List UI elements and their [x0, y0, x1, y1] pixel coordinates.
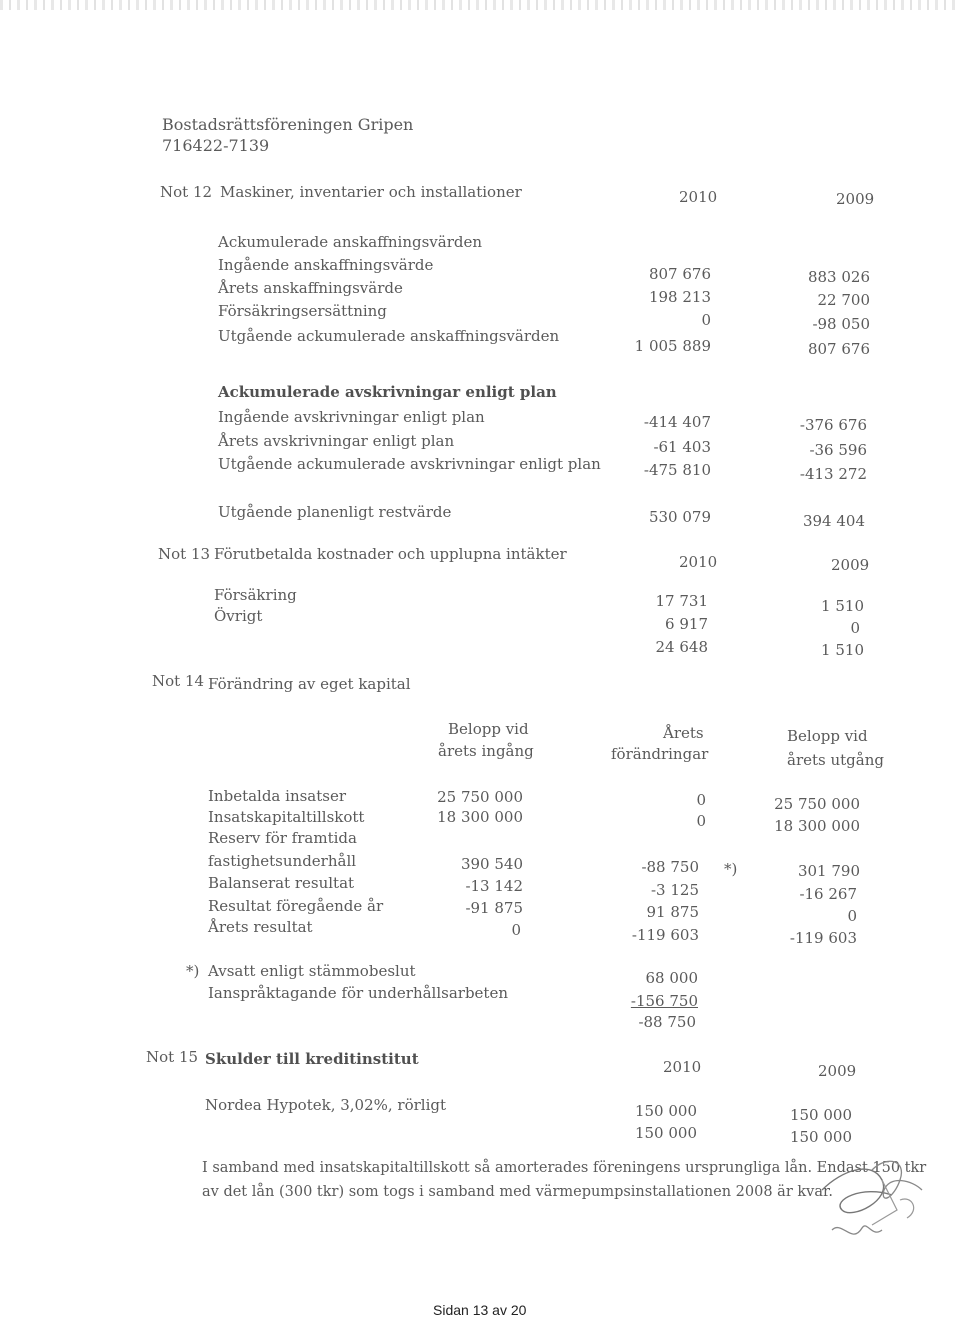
- note14-row-change: 0: [696, 812, 706, 830]
- note14-footnote-label: Avsatt enligt stämmobeslut: [208, 962, 416, 980]
- note15-row-label: Nordea Hypotek, 3,02%, rörligt: [205, 1096, 447, 1114]
- note14-footnote-value: 68 000: [645, 969, 698, 987]
- note12-title: Maskiner, inventarier och installationer: [220, 183, 522, 201]
- note12-row-value-2009: 22 700: [817, 291, 870, 309]
- note14-row-label: Reserv för framtida: [208, 829, 357, 847]
- note12-row-value-2009: 807 676: [807, 340, 870, 358]
- handwritten-initials: [812, 1150, 932, 1260]
- note12-row-value-2010: 0: [701, 311, 711, 329]
- note13-label: Not 13: [158, 545, 211, 563]
- note13-row-value-2009: 0: [850, 619, 860, 637]
- note12-row-value-2009: -36 596: [809, 441, 867, 459]
- note15-col-2010: 2010: [663, 1058, 702, 1076]
- note12-row-label: Ingående avskrivningar enligt plan: [218, 408, 485, 426]
- note14-footnote-marker: *): [186, 962, 200, 980]
- note14-row-change: -3 125: [650, 881, 699, 899]
- note14-head-change-1: Årets: [663, 724, 704, 742]
- note13-total-2010: 24 648: [655, 638, 708, 656]
- note12-row-value-2010: 807 676: [648, 265, 711, 283]
- note14-row-opening: 18 300 000: [437, 808, 523, 826]
- note12-row-label: Årets anskaffningsvärde: [218, 279, 403, 297]
- note12-row-value-2009: 883 026: [807, 268, 870, 286]
- note14-row-closing: 301 790: [797, 862, 860, 880]
- note12-row-value-2010: -475 810: [643, 461, 711, 479]
- note14-row-change: 91 875: [646, 903, 699, 921]
- note15-col-2009: 2009: [818, 1062, 857, 1080]
- note12-residual-2009: 394 404: [802, 512, 865, 530]
- note14-row-closing: 25 750 000: [774, 795, 860, 813]
- note14-row-label: Insatskapitaltillskott: [208, 808, 365, 826]
- org-number: 716422-7139: [162, 136, 270, 155]
- note13-row-label: Övrigt: [214, 607, 263, 625]
- note14-head-closing-2: årets utgång: [787, 751, 884, 769]
- scan-edge-noise: [0, 0, 960, 10]
- note14-head-opening-2: årets ingång: [438, 742, 534, 760]
- note14-row-change: -88 750: [641, 858, 699, 876]
- note14-row-closing: -16 267: [799, 885, 857, 903]
- note14-row-label: Årets resultat: [208, 918, 313, 936]
- note13-col-2010: 2010: [679, 553, 718, 571]
- note14-head-closing-1: Belopp vid: [787, 727, 868, 745]
- note14-row-closing: 0: [847, 907, 857, 925]
- note14-row-label: Inbetalda insatser: [208, 787, 347, 805]
- note14-footnote-total: -88 750: [638, 1013, 696, 1031]
- note14-row-opening: 25 750 000: [437, 788, 523, 806]
- note12-residual-label: Utgående planenligt restvärde: [218, 503, 452, 521]
- note12-row-label: Utgående ackumulerade anskaffningsvärden: [218, 327, 560, 345]
- note14-footnote-label: Ianspråktagande för underhållsarbeten: [208, 984, 508, 1002]
- note13-total-2009: 1 510: [821, 641, 864, 659]
- note12-row-label: Årets avskrivningar enligt plan: [218, 432, 455, 450]
- note12-row-value-2009: -98 050: [812, 315, 870, 333]
- org-name: Bostadsrättsföreningen Gripen: [162, 115, 414, 134]
- note13-col-2009: 2009: [831, 556, 870, 574]
- note14-head-opening-1: Belopp vid: [448, 720, 529, 738]
- note12-row-value-2009: -376 676: [799, 416, 867, 434]
- note15-title: Skulder till kreditinstitut: [205, 1050, 419, 1068]
- note12-row-value-2010: -61 403: [653, 438, 711, 456]
- note15-row-2010: 150 000: [634, 1102, 697, 1120]
- page-number: Sidan 13 av 20: [433, 1302, 527, 1318]
- note14-row-label: Resultat föregående år: [208, 897, 384, 915]
- note12-col-2010: 2010: [679, 188, 718, 206]
- note14-row-closing: 18 300 000: [774, 817, 860, 835]
- note15-comment-line-2: av det lån (300 tkr) som togs i samband med värmepumpsinstallationen 2008 är kvar.: [202, 1184, 833, 1200]
- note12-row-value-2009: -413 272: [799, 465, 867, 483]
- note12-row-value-2010: 1 005 889: [634, 337, 711, 355]
- note14-label: Not 14: [152, 672, 205, 690]
- note15-total-2010: 150 000: [634, 1124, 697, 1142]
- note14-head-change-2: förändringar: [611, 745, 709, 763]
- note12-row-value-2010: -414 407: [643, 413, 711, 431]
- note13-row-value-2010: 17 731: [655, 592, 708, 610]
- note15-comment-line-1: I samband med insatskapitaltillskott så amorterades föreningens ursprungliga lån. Endast 150 tkr: [202, 1160, 927, 1176]
- note15-label: Not 15: [146, 1048, 199, 1066]
- note14-row-label: Balanserat resultat: [208, 874, 355, 892]
- note14-row-opening: 390 540: [460, 855, 523, 873]
- note15-row-2009: 150 000: [789, 1106, 852, 1124]
- note12-sec2-title: Ackumulerade avskrivningar enligt plan: [218, 383, 557, 401]
- note14-row-closing: -119 603: [789, 929, 857, 947]
- note12-label: Not 12: [160, 183, 213, 201]
- note12-row-label: Ingående anskaffningsvärde: [218, 256, 434, 274]
- note14-row-change: 0: [696, 791, 706, 809]
- note14-asterisk-marker: *): [724, 860, 738, 878]
- note14-title: Förändring av eget kapital: [208, 675, 411, 693]
- note13-row-value-2009: 1 510: [821, 597, 864, 615]
- note15-total-2009: 150 000: [789, 1128, 852, 1146]
- note12-residual-2010: 530 079: [648, 508, 711, 526]
- note14-row-opening: -13 142: [465, 877, 523, 895]
- note12-sec1-title: Ackumulerade anskaffningsvärden: [218, 233, 483, 251]
- note13-row-value-2010: 6 917: [665, 615, 708, 633]
- note14-row-label: fastighetsunderhåll: [208, 852, 357, 870]
- note12-row-label: Utgående ackumulerade avskrivningar enligt plan: [218, 455, 601, 473]
- note14-row-opening: -91 875: [465, 899, 523, 917]
- note14-row-opening: 0: [511, 921, 521, 939]
- note13-row-label: Försäkring: [214, 586, 297, 604]
- note14-row-change: -119 603: [631, 926, 699, 944]
- note13-title: Förutbetalda kostnader och upplupna intäkter: [214, 545, 567, 563]
- note14-footnote-value: -156 750: [630, 992, 698, 1010]
- note12-col-2009: 2009: [836, 190, 875, 208]
- note12-row-value-2010: 198 213: [648, 288, 711, 306]
- note12-row-label: Försäkringsersättning: [218, 302, 387, 320]
